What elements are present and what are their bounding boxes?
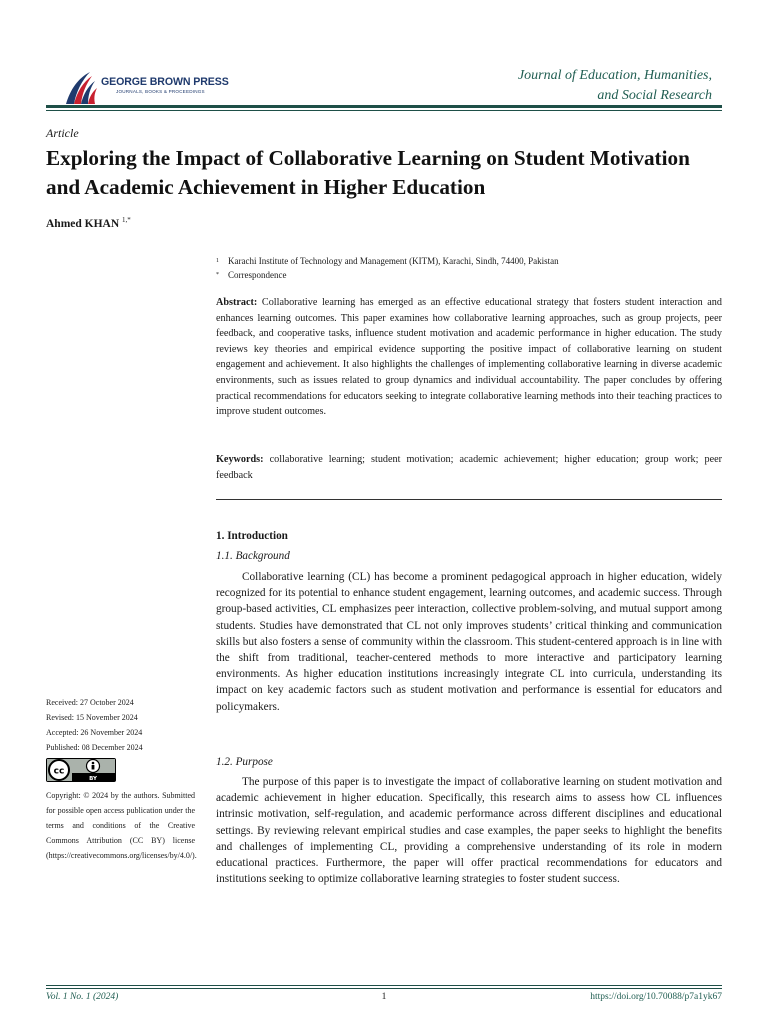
date-published: Published: 08 December 2024 — [46, 743, 143, 752]
subsection-heading-purpose: 1.2. Purpose — [216, 756, 273, 768]
copyright-notice: Copyright: © 2024 by the authors. Submitted for possible open access publication under the terms and conditions of the Creative Commons Attribution (CC BY) license (https://creativecommons.org/licenses/by/4.0/). — [46, 791, 197, 860]
affiliations — [216, 254, 559, 282]
author-name: Ahmed KHAN — [46, 217, 120, 230]
keywords-text: collaborative learning; student motivation; academic achievement; higher education; group work; peer feedback — [216, 454, 723, 481]
article-dates — [46, 695, 143, 755]
publisher-logo — [64, 70, 234, 106]
date-received: Received: 27 October 2024 — [46, 698, 134, 707]
date-accepted: Accepted: 26 November 2024 — [46, 728, 143, 737]
keywords-rule — [216, 499, 722, 500]
abstract-label: Abstract: — [216, 297, 258, 308]
publisher-tagline: JOURNALS, BOOKS & PROCEEDINGS — [116, 89, 205, 94]
keywords — [216, 452, 722, 483]
footer-rule — [46, 985, 722, 986]
affiliation-item — [216, 254, 559, 268]
section-heading-introduction: 1. Introduction — [216, 530, 288, 542]
purpose-text: The purpose of this paper is to investigate the impact of collaborative learning on student motivation and academic achievement in higher education. Specifically, this research aims to assess how CL influences intrinsic motivation, self-regulation, and academic performance across different disciplines and educational settings. By reviewing relevant empirical studies and case examples, the paper seeks to highlight the benefits and challenges of implementing CL, providing a comprehensive understanding of its role in modern educational practices. Furthermore, the paper will offer practical recommendations for educators and institutions seeking to optimize collaborative learning strategies to foster student success. — [216, 776, 722, 886]
header-rule-thin — [46, 110, 722, 111]
author-affiliation-mark: 1,* — [122, 216, 131, 224]
author-line — [46, 216, 131, 230]
purpose-paragraph — [216, 774, 722, 887]
affiliation-text: Karachi Institute of Technology and Management (KITM), Karachi, Sindh, 74400, Pakistan — [228, 256, 559, 266]
footer-page-number: 1 — [381, 992, 387, 1002]
affiliation-mark: 1 — [216, 258, 219, 264]
background-text: Collaborative learning (CL) has become a prominent pedagogical approach in higher education, widely recognized for its potential to enhance student engagement, learning outcomes, and academic success. Through group-based activities, CL emphasizes peer interaction, collective problem-solving, and mutual support among students. Studies have demonstrated that CL not only improves students’ critical thinking and communication skills but also fosters a sense of community within the classroom. This student-centered approach is in line with the shift from traditional, teacher-centered methods to more interactive and participatory learning environments. As higher education institutions increasingly integrate CL into curricula, understanding its impact on key academic factors such as student motivation and performance is essential for educators and policymakers. — [216, 571, 722, 713]
cc-label: cc — [53, 766, 65, 777]
cc-by-label: BY — [89, 775, 97, 782]
affiliation-mark: * — [216, 272, 219, 278]
abstract-text: Collaborative learning has emerged as an effective educational strategy that fosters student interaction and enhances learning outcomes. This paper examines how collaborative learning approaches, such as group projects, peer feedback, and cooperative tasks, influence student motivation and academic performance in higher education. The study reviews key theories and empirical evidence supporting the positive impact of collaborative learning on student engagement and achievement. It also highlights the challenges of implementing collaborative learning in diverse academic environments, such as issues related to group dynamics and individual accountability. The paper concludes by offering practical recommendations for educators seeking to integrate collaborative learning methods into their teaching practices to improve student outcomes. — [216, 297, 722, 418]
affiliation-item — [216, 268, 559, 282]
footer-doi-link[interactable]: https://doi.org/10.70088/p7a1yk67 — [590, 992, 722, 1002]
date-revised: Revised: 15 November 2024 — [46, 713, 138, 722]
cc-by-icon — [46, 758, 116, 782]
keywords-label: Keywords: — [216, 454, 264, 465]
background-paragraph — [216, 569, 722, 715]
header-rule — [46, 105, 722, 108]
subsection-heading-background: 1.1. Background — [216, 550, 290, 562]
footer-volume: Vol. 1 No. 1 (2024) — [46, 992, 119, 1002]
article-type: Article — [46, 126, 79, 140]
article-title: Exploring the Impact of Collaborative Learning on Student Motivation and Academic Achievement in Higher Education — [46, 146, 690, 199]
publisher-logo-icon — [64, 70, 104, 106]
abstract — [216, 295, 722, 420]
journal-name — [452, 66, 712, 106]
journal-name-line1: Journal of Education, Humanities, — [517, 68, 712, 83]
cc-by-license-badge[interactable] — [46, 758, 116, 782]
affiliation-text: Correspondence — [228, 270, 287, 280]
journal-name-line2: and Social Research — [597, 88, 712, 103]
footer-rule-thin — [46, 988, 722, 989]
publisher-name: GEORGE BROWN PRESS — [101, 76, 229, 88]
